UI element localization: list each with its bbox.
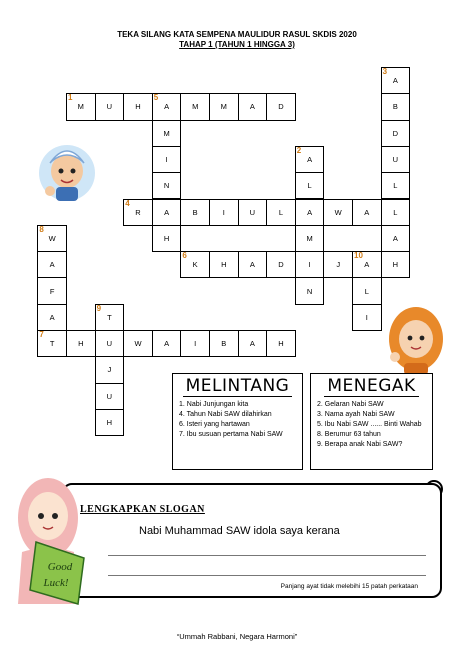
book-text: Good (47, 561, 73, 573)
crossword-cell[interactable] (323, 199, 353, 226)
cell-letter: A (49, 260, 55, 270)
cell-letter: H (135, 102, 141, 112)
crossword-cell[interactable] (152, 199, 182, 226)
crossword-cell[interactable] (381, 120, 411, 147)
crossword-cell[interactable] (238, 330, 268, 357)
crossword-cell[interactable] (123, 330, 153, 357)
crossword-cell[interactable] (152, 225, 182, 252)
cell-letter: I (222, 207, 225, 217)
cell-letter: I (194, 339, 197, 349)
crossword-cell[interactable] (180, 251, 210, 278)
crossword-cell[interactable] (66, 330, 96, 357)
crossword-cell[interactable] (238, 199, 268, 226)
cell-letter: M (77, 102, 84, 112)
cell-letter: A (392, 76, 398, 86)
cell-letter: K (192, 260, 198, 270)
slogan-heading: LENGKAPKAN SLOGAN (80, 504, 205, 515)
cell-letter: M (192, 102, 199, 112)
crossword-cell[interactable] (95, 93, 125, 120)
cell-letter: W (134, 339, 142, 349)
crossword-cell[interactable] (123, 93, 153, 120)
crossword-cell[interactable] (95, 304, 125, 331)
cell-letter: A (364, 207, 370, 217)
answer-line[interactable] (108, 575, 426, 576)
cell-letter: A (249, 339, 255, 349)
crossword-cell[interactable] (381, 146, 411, 173)
crossword-cell[interactable] (266, 251, 296, 278)
slogan-panel (62, 483, 442, 598)
crossword-cell[interactable] (381, 251, 411, 278)
cell-letter: H (163, 233, 170, 243)
cell-letter: D (278, 102, 284, 112)
cell-letter: I (165, 155, 168, 165)
cell-letter: N (306, 286, 313, 296)
cell-letter: A (307, 155, 313, 165)
cell-letter: U (106, 102, 113, 112)
crossword-cell[interactable] (152, 120, 182, 147)
crossword-cell[interactable] (295, 172, 325, 199)
cell-letter: U (106, 391, 113, 401)
menegak-clue: 2. Gelaran Nabi SAW (317, 401, 384, 408)
cell-letter: U (249, 207, 256, 217)
crossword-cell[interactable] (266, 93, 296, 120)
cell-letter: B (392, 102, 398, 112)
crossword-cell[interactable] (95, 330, 125, 357)
crossword-cell[interactable] (37, 225, 67, 252)
crossword-cell[interactable] (152, 172, 182, 199)
cell-letter: H (278, 339, 284, 349)
clue-number: 7 (39, 330, 44, 339)
crossword-cell[interactable] (152, 330, 182, 357)
cell-letter: A (164, 207, 170, 217)
crossword-cell[interactable] (352, 304, 382, 331)
crossword-cell[interactable] (381, 93, 411, 120)
crossword-cell[interactable] (323, 251, 353, 278)
cell-letter: A (392, 233, 398, 243)
crossword-cell[interactable] (209, 330, 239, 357)
cell-letter: A (164, 339, 170, 349)
menegak-clue: 8. Berumur 63 tahun (317, 431, 381, 438)
crossword-cell[interactable] (352, 277, 382, 304)
cell-letter: I (365, 312, 368, 322)
melintang-clue: 1. Nabi Junjungan kita (179, 401, 249, 408)
crossword-cell[interactable] (152, 146, 182, 173)
crossword-cell[interactable] (37, 251, 67, 278)
melintang-clue: 7. Ibu susuan pertama Nabi SAW (179, 431, 283, 438)
girl-illustration (386, 305, 446, 377)
crossword-cell[interactable] (37, 330, 67, 357)
clue-number: 8 (39, 224, 44, 234)
clue-number: 4 (125, 198, 130, 208)
melintang-box (172, 373, 303, 470)
clue-number: 2 (296, 145, 302, 155)
cell-letter: L (364, 286, 369, 296)
page-title: TEKA SILANG KATA SEMPENA MAULIDUR RASUL SKDIS 2020 (117, 30, 357, 39)
cell-letter: L (393, 181, 398, 191)
crossword-cell[interactable] (352, 251, 382, 278)
crossword-cell[interactable] (381, 199, 411, 226)
cell-letter: B (221, 339, 227, 349)
clue-number: 9 (96, 303, 102, 313)
cell-letter: A (249, 260, 255, 270)
answer-line[interactable] (108, 555, 426, 556)
cell-letter: M (163, 128, 170, 138)
melintang-heading: MELINTANG (183, 376, 293, 397)
menegak-clue: 5. Ibu Nabi SAW ...... Binti Wahab (317, 421, 422, 428)
book-text: Luck! (43, 577, 69, 589)
good-luck-girl-illustration (8, 472, 94, 610)
slogan-prompt: Nabi Muhammad SAW idola saya kerana (139, 525, 340, 537)
cell-letter: W (48, 233, 56, 243)
slogan-note: Panjang ayat tidak melebihi 15 patah perkataan (280, 583, 418, 590)
cell-letter: T (107, 312, 112, 322)
clue-number: 6 (182, 251, 187, 261)
cell-letter: L (307, 181, 312, 191)
cell-letter: I (308, 260, 311, 270)
crossword-cell[interactable] (66, 93, 96, 120)
menegak-heading: MENEGAK (324, 376, 418, 397)
crossword-cell[interactable] (37, 304, 67, 331)
clue-number: 1 (68, 93, 73, 103)
cell-letter: M (306, 233, 313, 243)
cell-letter: H (106, 418, 113, 428)
boy-illustration (36, 135, 98, 205)
crossword-cell[interactable] (37, 277, 67, 304)
clue-number: 10 (354, 251, 363, 261)
cell-letter: U (106, 339, 113, 349)
crossword-cell[interactable] (180, 199, 210, 226)
cell-letter: R (135, 207, 141, 217)
melintang-clue: 6. Isteri yang hartawan (179, 421, 250, 428)
cell-letter: H (221, 260, 227, 270)
crossword-cell[interactable] (266, 199, 296, 226)
crossword-cell[interactable] (352, 199, 382, 226)
cell-letter: W (334, 207, 342, 217)
cell-letter: B (192, 207, 198, 217)
clue-number: 5 (153, 93, 159, 103)
crossword-cell[interactable] (152, 93, 182, 120)
cell-letter: H (78, 339, 84, 349)
crossword-cell[interactable] (95, 383, 125, 410)
crossword-cell[interactable] (180, 93, 210, 120)
crossword-cell[interactable] (266, 330, 296, 357)
cell-letter: T (49, 339, 55, 349)
crossword-cell[interactable] (381, 67, 411, 94)
cell-letter: A (249, 102, 255, 112)
crossword-cell[interactable] (209, 199, 239, 226)
menegak-clue: 9. Berapa anak Nabi SAW? (317, 441, 403, 448)
menegak-box (310, 373, 433, 470)
crossword-cell[interactable] (95, 356, 125, 383)
crossword-cell[interactable] (238, 251, 268, 278)
crossword-cell[interactable] (209, 251, 239, 278)
crossword-cell[interactable] (123, 199, 153, 226)
crossword-cell[interactable] (180, 330, 210, 357)
cell-letter: J (107, 365, 112, 375)
cell-letter: D (278, 260, 284, 270)
cell-letter: M (220, 102, 227, 112)
cell-letter: U (392, 155, 399, 165)
cell-letter: L (278, 207, 284, 217)
crossword-cell[interactable] (295, 251, 325, 278)
cell-letter: A (307, 207, 313, 217)
cell-letter: A (364, 260, 370, 270)
melintang-clue: 4. Tahun Nabi SAW dilahirkan (179, 411, 272, 418)
clue-number: 3 (382, 67, 388, 76)
cell-letter: N (163, 181, 170, 191)
crossword-cell[interactable] (209, 93, 239, 120)
crossword-cell[interactable] (95, 409, 125, 436)
cell-letter: D (392, 128, 399, 138)
menegak-clue: 3. Nama ayah Nabi SAW (317, 411, 395, 418)
cell-letter: A (164, 102, 170, 112)
crossword-cell[interactable] (295, 277, 325, 304)
footer-motto: “Ummah Rabbani, Negara Harmoni” (176, 632, 298, 641)
page-subtitle: TAHAP 1 (TAHUN 1 HINGGA 3) (179, 40, 295, 49)
crossword-cell[interactable] (381, 225, 411, 252)
crossword-cell[interactable] (238, 93, 268, 120)
cell-letter: J (336, 260, 341, 270)
crossword-cell[interactable] (381, 172, 411, 199)
cell-letter: A (49, 312, 55, 322)
crossword-cell[interactable] (295, 199, 325, 226)
cell-letter: H (392, 260, 399, 270)
crossword-cell[interactable] (295, 225, 325, 252)
cell-letter: F (49, 286, 55, 296)
cell-letter: L (393, 207, 398, 217)
crossword-cell[interactable] (295, 146, 325, 173)
